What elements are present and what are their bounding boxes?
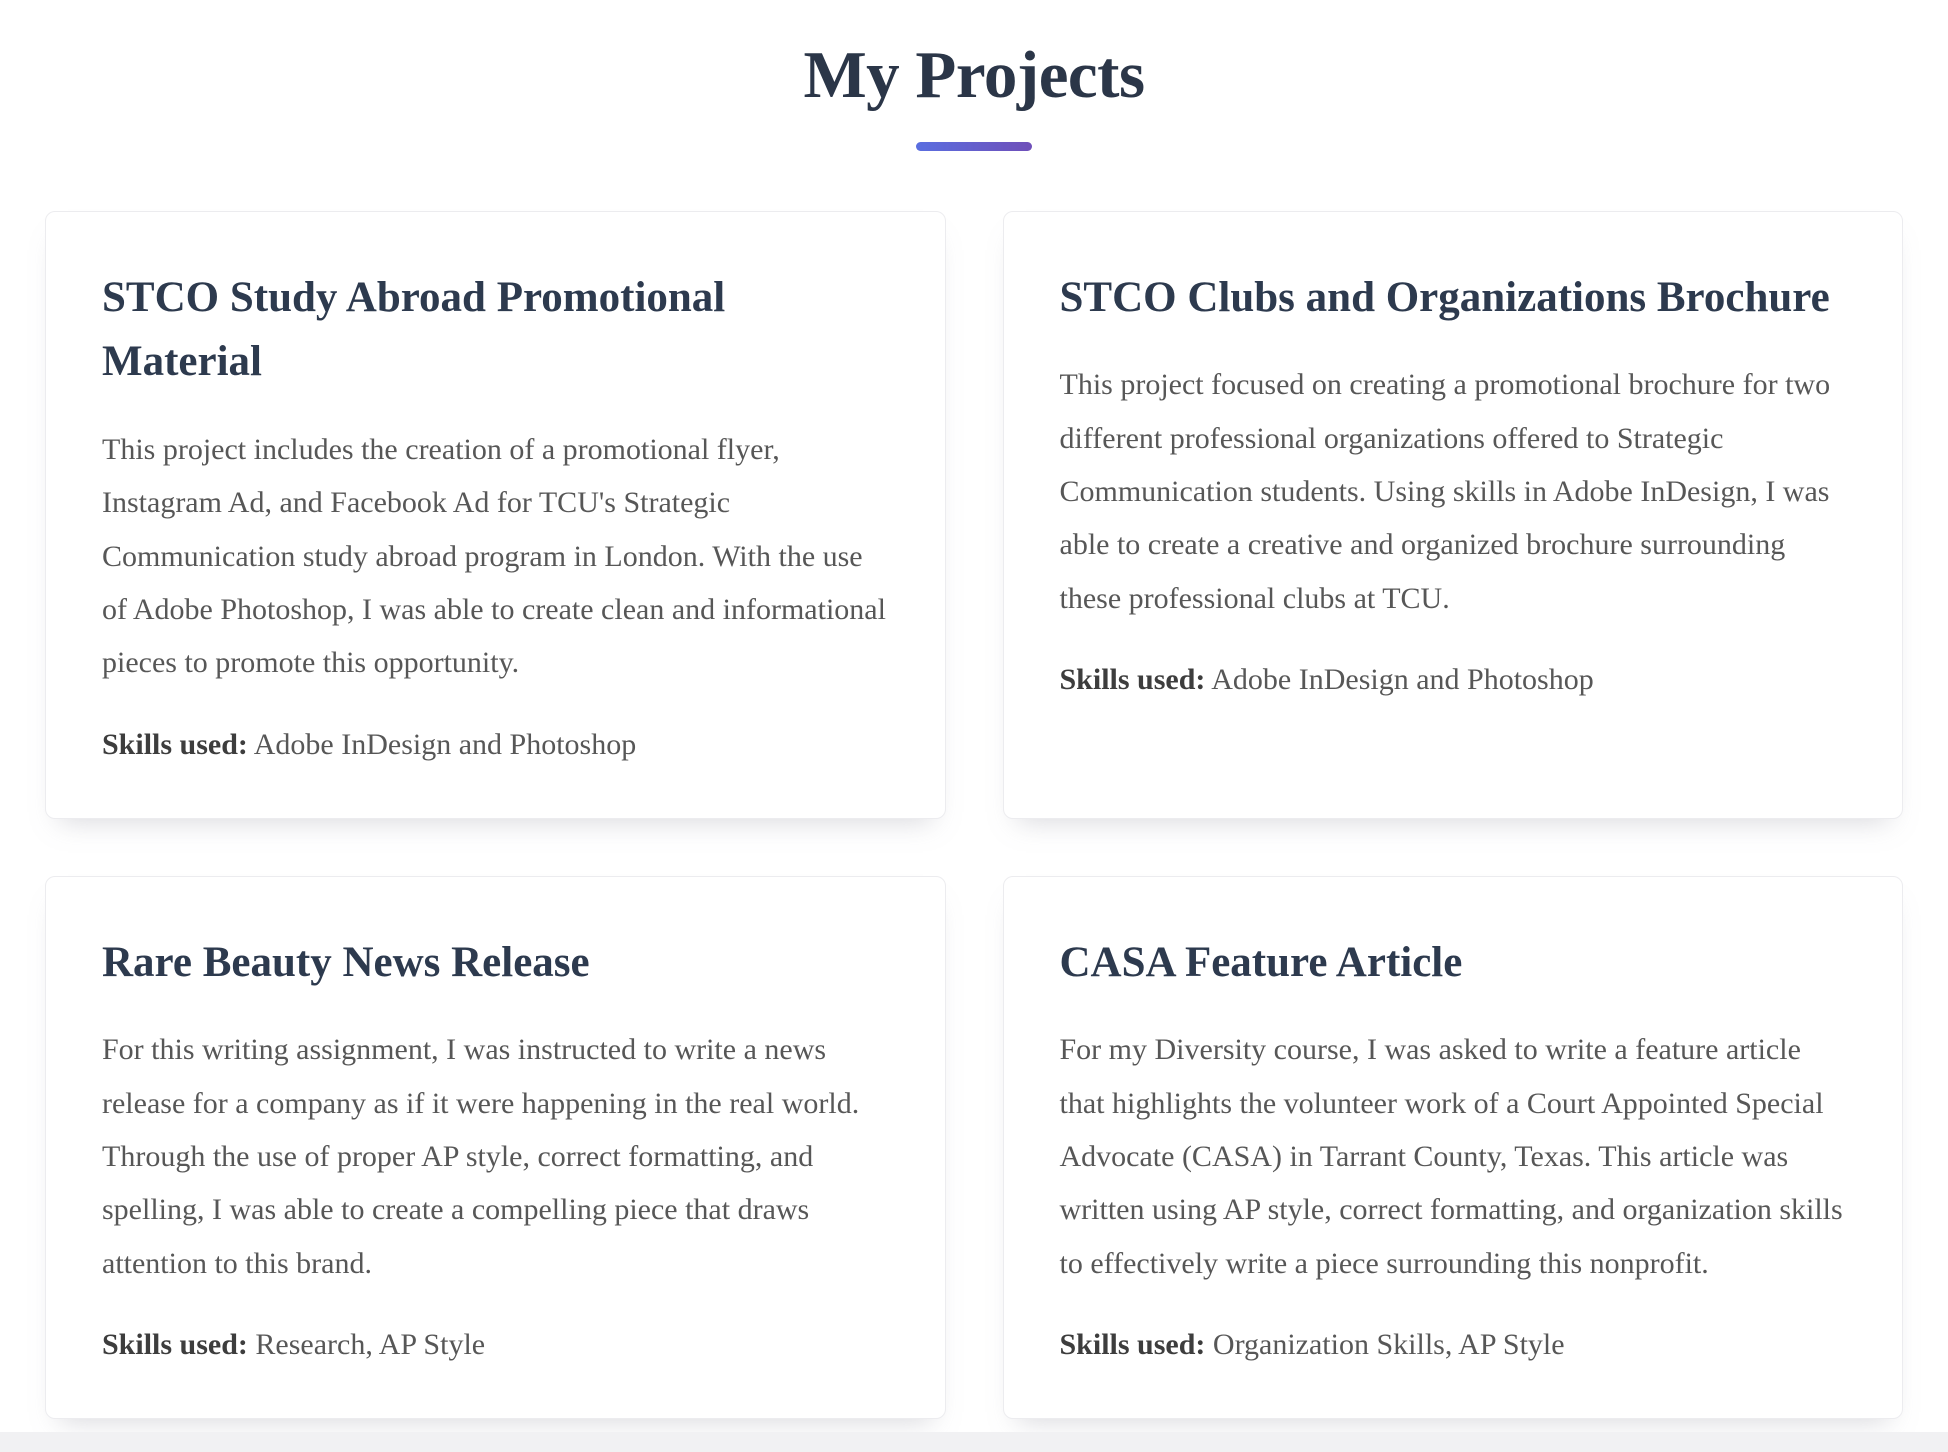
skills-label: Skills used: [1059, 663, 1206, 697]
skills-value: Research, AP Style [255, 1328, 486, 1362]
skills-label: Skills used: [102, 1328, 248, 1362]
skills-label: Skills used: [1059, 1328, 1206, 1362]
project-card-skills [102, 1328, 889, 1362]
page-header [0, 0, 1948, 151]
skills-value: Organization Skills, AP Style [1212, 1328, 1565, 1362]
project-card-skills [102, 728, 889, 762]
footer-strip [0, 1432, 1948, 1452]
project-card-title: STCO Study Abroad Promotional Material [102, 273, 726, 386]
project-card-description: For my Diversity course, I was asked to write a feature article that highlights the volunteer work of a Court Appointed Special Advocate (CASA) in Tarrant County, Texas. This article was written using AP style, correct formatting, and organization skills to effectively write a piece surrounding this nonprofit. [1059, 1033, 1843, 1280]
project-card [45, 876, 946, 1419]
project-card-description: This project focused on creating a promotional brochure for two different professional organizations offered to Strategic Communication students. Using skills in Adobe InDesign, I was able to create a creative and organized brochure surrounding these professional clubs at TCU. [1059, 368, 1831, 615]
project-card-title: STCO Clubs and Organizations Brochure [1059, 273, 1830, 321]
skills-value: Adobe InDesign and Photoshop [253, 727, 637, 761]
skills-label: Skills used: [102, 727, 248, 761]
project-card [1003, 211, 1904, 819]
project-card [45, 211, 946, 819]
projects-grid [45, 211, 1903, 1419]
project-card-description: For this writing assignment, I was instructed to write a news release for a company as if it were happening in the real world. Through the use of proper AP style, correct formatting, and spelling, I was able to create a compelling piece that draws attention to this brand. [102, 1033, 860, 1280]
project-card-description: This project includes the creation of a promotional flyer, Instagram Ad, and Facebook Ad for TCU's Strategic Communication study abroad program in London. With the use of Adobe Photoshop, I was able to create clean and informational pieces to promote this opportunity. [102, 432, 886, 680]
project-card-title: Rare Beauty News Release [102, 938, 590, 986]
project-card-skills [1060, 1328, 1847, 1362]
skills-value: Adobe InDesign and Photoshop [1211, 663, 1594, 697]
project-card-skills [1060, 663, 1847, 697]
project-card-title: CASA Feature Article [1059, 938, 1463, 986]
title-accent-bar [916, 142, 1032, 151]
project-card [1003, 876, 1904, 1419]
page-title: My Projects [803, 38, 1145, 112]
